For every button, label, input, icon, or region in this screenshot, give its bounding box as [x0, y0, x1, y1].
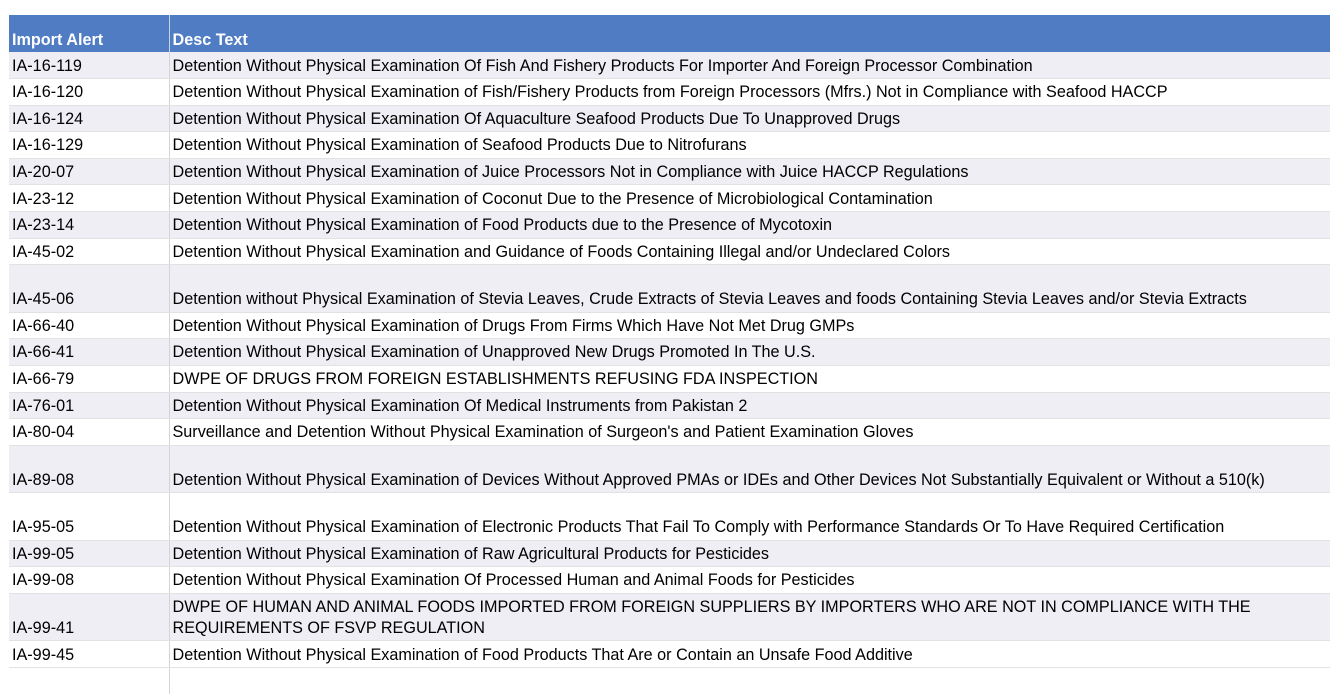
- desc-text-cell[interactable]: Detention Without Physical Examination Of Medical Instruments from Pakistan 2: [169, 392, 1330, 419]
- table-row: [9, 392, 1330, 419]
- desc-text-cell[interactable]: Detention Without Physical Examination of Juice Processors Not in Compliance with Juice HACCP Regulations: [169, 158, 1330, 185]
- desc-text-cell[interactable]: DWPE OF DRUGS FROM FOREIGN ESTABLISHMENTS REFUSING FDA INSPECTION: [169, 365, 1330, 392]
- table-row: [9, 567, 1330, 594]
- import-alert-cell[interactable]: IA-99-41: [9, 593, 169, 641]
- import-alert-cell[interactable]: IA-89-08: [9, 445, 169, 493]
- import-alert-cell[interactable]: IA-23-14: [9, 212, 169, 239]
- desc-text-cell[interactable]: Detention Without Physical Examination of Unapproved New Drugs Promoted In The U.S.: [169, 339, 1330, 366]
- desc-text-cell[interactable]: DWPE OF HUMAN AND ANIMAL FOODS IMPORTED FROM FOREIGN SUPPLIERS BY IMPORTERS WHO ARE NOT IN COMPLIANCE WITH THE REQUIREMENTS OF FSVP REGULATION: [169, 593, 1330, 641]
- table-row: [9, 365, 1330, 392]
- import-alert-cell[interactable]: IA-23-12: [9, 185, 169, 212]
- import-alert-cell[interactable]: IA-45-02: [9, 238, 169, 265]
- import-alert-cell[interactable]: IA-16-119: [9, 52, 169, 79]
- table-row: [9, 212, 1330, 239]
- desc-text-cell[interactable]: Detention Without Physical Examination and Guidance of Foods Containing Illegal and/or Undeclared Colors: [169, 238, 1330, 265]
- table-row: [9, 238, 1330, 265]
- import-alert-cell[interactable]: IA-76-01: [9, 392, 169, 419]
- table-row: [9, 79, 1330, 106]
- desc-text-cell[interactable]: Detention Without Physical Examination of Drugs From Firms Which Have Not Met Drug GMPs: [169, 312, 1330, 339]
- table-row: [9, 493, 1330, 541]
- spreadsheet: [9, 15, 1330, 694]
- header-row: [9, 15, 1330, 52]
- desc-text-cell[interactable]: Detention Without Physical Examination Of Aquaculture Seafood Products Due To Unapproved Drugs: [169, 105, 1330, 132]
- desc-text-cell[interactable]: Detention Without Physical Examination of Seafood Products Due to Nitrofurans: [169, 132, 1330, 159]
- desc-text-cell[interactable]: Detention Without Physical Examination of Food Products That Are or Contain an Unsafe Food Additive: [169, 641, 1330, 668]
- import-alert-cell[interactable]: IA-99-45: [9, 641, 169, 668]
- import-alert-cell[interactable]: IA-20-07: [9, 158, 169, 185]
- desc-text-cell[interactable]: Detention Without Physical Examination of Coconut Due to the Presence of Microbiological Contamination: [169, 185, 1330, 212]
- import-alert-cell[interactable]: IA-45-06: [9, 265, 169, 313]
- table-row: [9, 339, 1330, 366]
- import-alert-cell[interactable]: IA-16-120: [9, 79, 169, 106]
- column-header-desc-text[interactable]: Desc Text: [169, 15, 1330, 52]
- empty-cell[interactable]: [169, 668, 1330, 694]
- import-alert-cell[interactable]: IA-66-40: [9, 312, 169, 339]
- table-row: [9, 158, 1330, 185]
- desc-text-cell[interactable]: Detention Without Physical Examination of Raw Agricultural Products for Pesticides: [169, 540, 1330, 567]
- desc-text-cell[interactable]: Surveillance and Detention Without Physical Examination of Surgeon's and Patient Examination Gloves: [169, 419, 1330, 446]
- table-row: [9, 132, 1330, 159]
- desc-text-cell[interactable]: Detention without Physical Examination of Stevia Leaves, Crude Extracts of Stevia Leaves and foods Containing Stevia Leaves and/or Stevia Extracts: [169, 265, 1330, 313]
- table-row: [9, 185, 1330, 212]
- import-alert-table: [9, 15, 1330, 694]
- table-row: [9, 540, 1330, 567]
- desc-text-cell[interactable]: Detention Without Physical Examination of Fish/Fishery Products from Foreign Processors (Mfrs.) Not in Compliance with Seafood HACCP: [169, 79, 1330, 106]
- table-row: [9, 312, 1330, 339]
- column-header-import-alert[interactable]: Import Alert: [9, 15, 169, 52]
- empty-cell[interactable]: [9, 668, 169, 694]
- import-alert-cell[interactable]: IA-99-05: [9, 540, 169, 567]
- desc-text-cell[interactable]: Detention Without Physical Examination of Electronic Products That Fail To Comply with Performance Standards Or To Have Required Certification: [169, 493, 1330, 541]
- import-alert-cell[interactable]: IA-95-05: [9, 493, 169, 541]
- table-row: [9, 641, 1330, 668]
- desc-text-cell[interactable]: Detention Without Physical Examination Of Processed Human and Animal Foods for Pesticides: [169, 567, 1330, 594]
- table-row: [9, 445, 1330, 493]
- table-row: [9, 593, 1330, 641]
- import-alert-cell[interactable]: IA-99-08: [9, 567, 169, 594]
- import-alert-cell[interactable]: IA-66-79: [9, 365, 169, 392]
- import-alert-cell[interactable]: IA-80-04: [9, 419, 169, 446]
- desc-text-cell[interactable]: Detention Without Physical Examination of Devices Without Approved PMAs or IDEs and Other Devices Not Substantially Equivalent or Without a 510(k): [169, 445, 1330, 493]
- table-row: [9, 52, 1330, 79]
- import-alert-cell[interactable]: IA-66-41: [9, 339, 169, 366]
- table-row: [9, 265, 1330, 313]
- table-body: [9, 52, 1330, 694]
- desc-text-cell[interactable]: Detention Without Physical Examination of Food Products due to the Presence of Mycotoxin: [169, 212, 1330, 239]
- desc-text-cell[interactable]: Detention Without Physical Examination Of Fish And Fishery Products For Importer And Foreign Processor Combination: [169, 52, 1330, 79]
- table-row-empty: [9, 668, 1330, 694]
- table-row: [9, 419, 1330, 446]
- import-alert-cell[interactable]: IA-16-124: [9, 105, 169, 132]
- import-alert-cell[interactable]: IA-16-129: [9, 132, 169, 159]
- table-row: [9, 105, 1330, 132]
